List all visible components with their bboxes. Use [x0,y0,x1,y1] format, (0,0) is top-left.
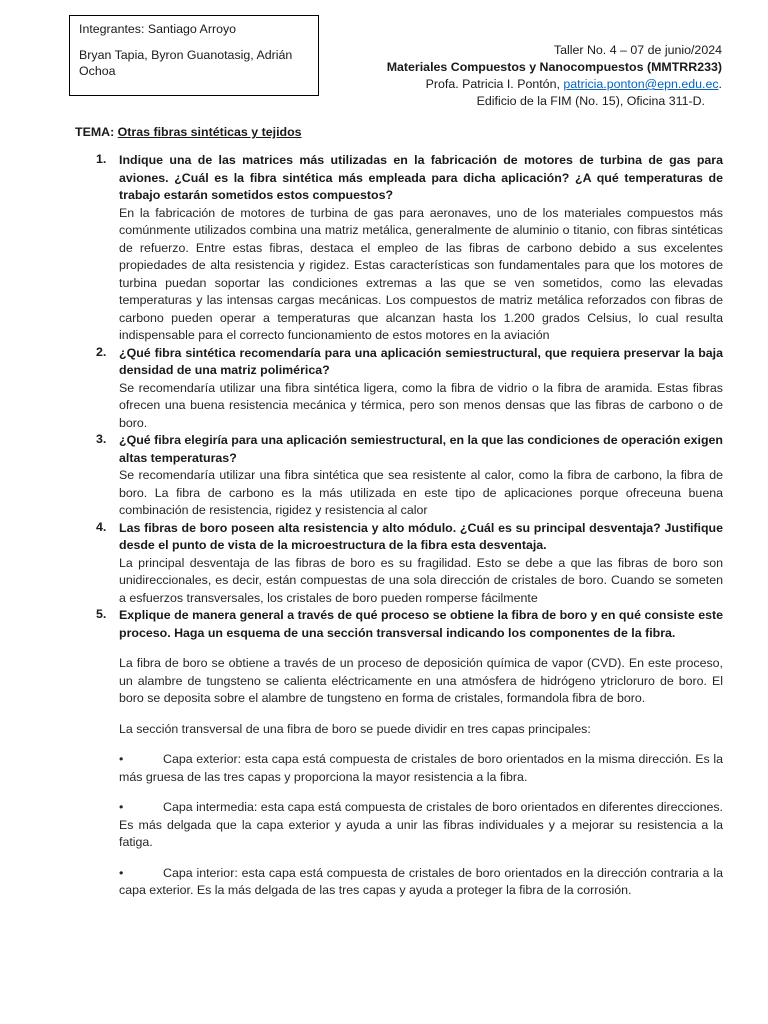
question-title: Las fibras de boro poseen alta resistencia y alto módulo. ¿Cuál es su principal desventaja? Justifique desde el punto de vista de la microestructura de la fibra esta desventaja. [119,520,723,552]
teacher-email-link[interactable]: patricia.ponton@epn.edu.ec [563,77,719,91]
question-list [75,152,723,900]
question-4 [75,520,723,608]
question-5 [75,607,723,900]
question-title: Indique una de las matrices más utilizadas en la fabricación de motores de turbina de gas para aviones. ¿Cuál es la fibra sintética más empleada para dicha aplicación? ¿A qué temperaturas de trabajo estarán sometidos estos compuestos? [119,153,723,202]
topic-label: TEMA: [75,125,118,139]
course-header [282,42,722,110]
bullet-text: Capa interior: esta capa está compuesta de cristales de boro orientados en la dirección contraria a la capa exterior. Es la más delgada de las tres capas y ayuda a proteger la fibra de la corrosión. [119,865,723,897]
topic-value: Otras fibras sintéticas y tejidos [117,125,302,139]
question-number: 3. [96,432,107,446]
question-number: 2. [96,344,107,359]
question-title: ¿Qué fibra sintética recomendaría para una aplicación semiestructural, que requiera preservar la baja densidad de una matriz polimérica? [119,345,723,377]
question-number: 5. [96,607,107,621]
workshop-date: Taller No. 4 – 07 de junio/2024 [553,43,722,57]
bullet-item [119,751,723,786]
bullet-text: Capa intermedia: esta capa está compuesta de cristales de boro orientados en diferentes direcciones. Es más delgada que la capa exterior y ayuda a unir las fibras individuales y a mejorar su resistencia a la fatiga. [119,800,723,849]
members-line-1: Integrantes: Santiago Arroyo [79,22,237,36]
teacher-line [282,76,722,93]
course-name: Materiales Compuestos y Nanocompuestos (MMTRR233) [386,60,722,74]
question-number: 1. [96,152,107,166]
topic-heading [75,125,302,139]
bullet-symbol: • [119,752,124,766]
teacher-name: Profa. Patricia I. Pontón, [425,77,564,91]
question-title: ¿Qué fibra elegiría para una aplicación semiestructural, en la que las condiciones de operación exigen altas temperaturas? [119,433,723,465]
teacher-suffix: . [718,77,722,91]
bullet-symbol: • [119,865,124,880]
members-line-2: Bryan Tapia, Byron Guanotasig, Adrián Ochoa [79,48,293,78]
question-answer: En la fabricación de motores de turbina de gas para aeronaves, uno de los materiales compuestos más comúnmente utilizados combina una matriz metálica, generalmente de aluminio o titanio, con fibras sintéticas de refuerzo. Entre estas fibras, destaca el empleo de las fibras de carbono debido a sus excelentes propiedades de alta resistencia y rigidez. Estas características son fundamentales para que los motores de turbina puedan soportar las condiciones extremas a las que se ven sometidos, como las elevadas temperaturas y las intensas cargas mecánicas. Los compuestos de matriz metálica reforzados con fibras de carbono pueden operar a temperaturas que alcanzan hasta los 1.200 grados Celsius, lo cual resulta indispensable para el correcto funcionamiento de estos motores en la aviación [119,205,723,342]
bullet-item [119,865,723,900]
question-number: 4. [96,519,107,534]
office-line: Edificio de la FIM (No. 15), Oficina 311-D. [476,94,705,108]
question-answer: Se recomendaría utilizar una fibra sintética que sea resistente al calor, como la fibra de carbono, la fibra de boro. La fibra de carbono es la más utilizada en este tipo de aplicaciones porque ofreceuna buena combinación de resistencia, rigidez y resistencia al calor [119,468,723,517]
bullet-item [119,799,723,852]
question-answer: La principal desventaja de las fibras de boro es su fragilidad. Esto se debe a que las fibras de boro son unidireccionales, es decir, están compuestas de una sola dirección de cristales de boro. Cuando se someten a esfuerzos transversales, los cristales de boro pueden romperse fácilmente [119,555,723,605]
question-1 [75,152,723,345]
question-2 [75,345,723,433]
answer-paragraph: La sección transversal de una fibra de boro se puede dividir en tres capas principales: [119,721,591,736]
question-answer: Se recomendaría utilizar una fibra sintética ligera, como la fibra de vidrio o la fibra de aramida. Estas fibras ofrecen una buena resistencia mecánica y térmica, pero son menos densas que las fibras de carbono o de boro. [119,380,723,430]
bullet-symbol: • [119,800,124,814]
bullet-text: Capa exterior: esta capa está compuesta de cristales de boro orientados en la misma dirección. Es la más gruesa de las tres capas y proporciona la mayor resistencia a la fibra. [119,752,723,784]
question-title: Explique de manera general a través de qué proceso se obtiene la fibra de boro y en qué consiste este proceso. Haga un esquema de una sección transversal indicando los componentes de la fibra. [119,608,723,640]
question-3 [75,432,723,520]
answer-paragraph: La fibra de boro se obtiene a través de un proceso de deposición química de vapor (CVD). En este proceso, un alambre de tungsteno se calienta eléctricamente en una atmósfera de hidrógeno ytricloruro de boro. El boro se deposita sobre el alambre de tungsteno en forma de cristales, formandola fibra de boro. [119,656,723,705]
